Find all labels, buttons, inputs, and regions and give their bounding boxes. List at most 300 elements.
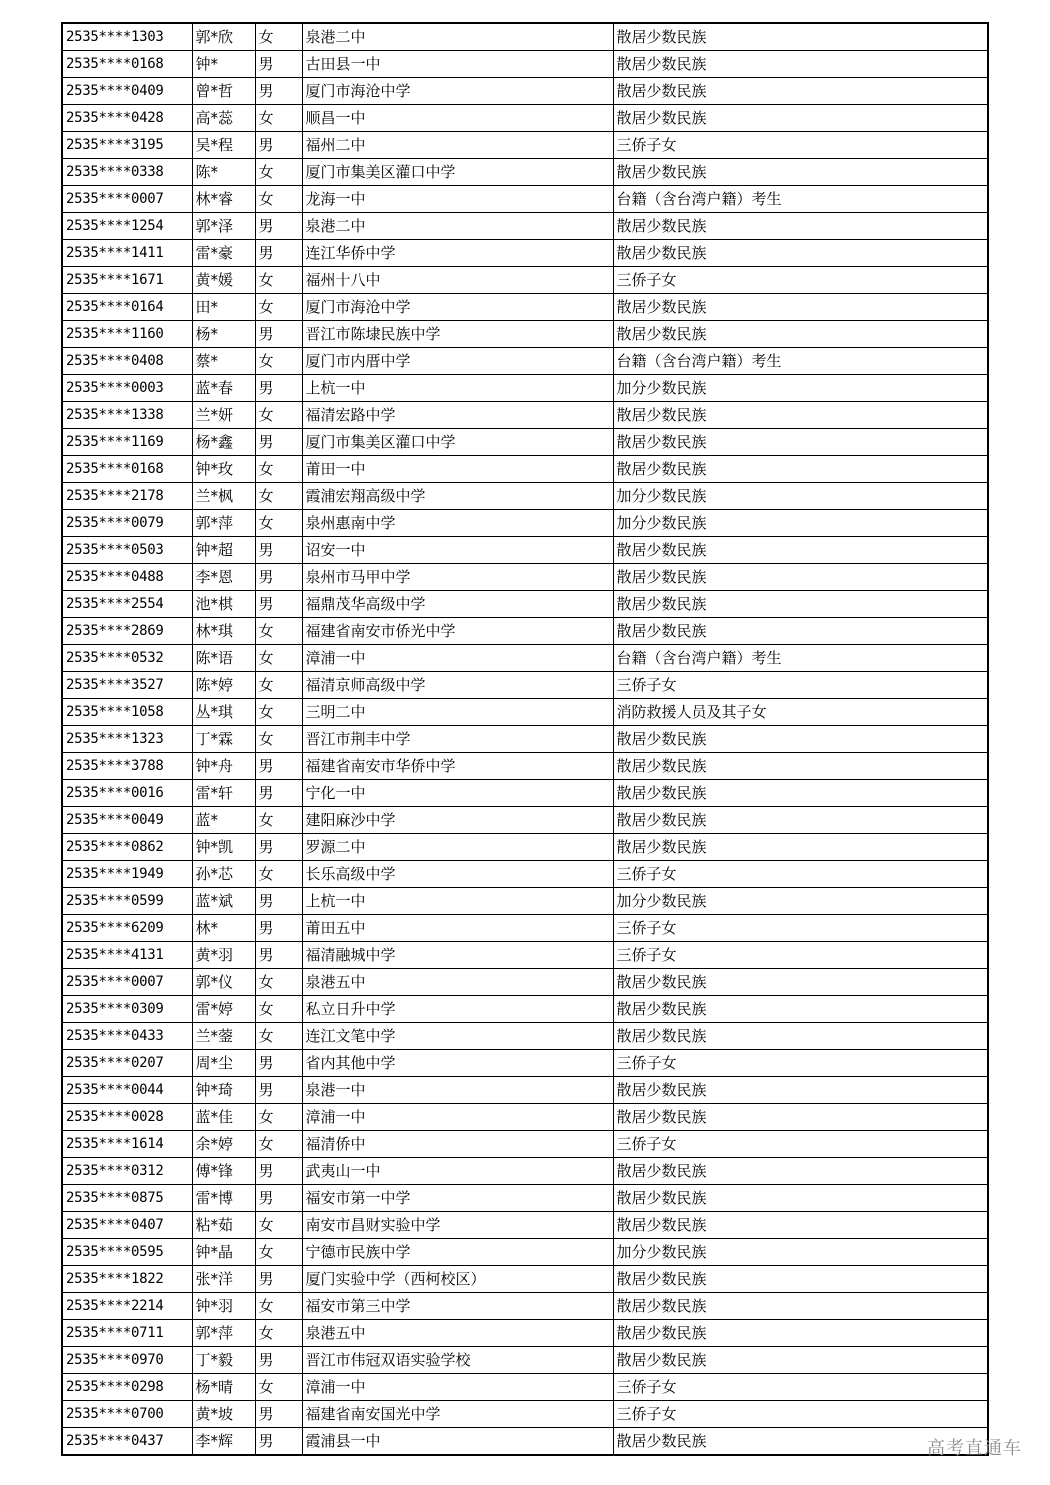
candidate-name-cell: 兰*枫 xyxy=(192,483,255,510)
candidate-name-cell: 高*蕊 xyxy=(192,105,255,132)
candidate-gender-cell: 男 xyxy=(255,888,302,915)
candidate-category-cell: 散居少数民族 xyxy=(613,159,988,186)
table-row xyxy=(62,1104,988,1131)
candidate-school-cell: 福州二中 xyxy=(302,132,613,159)
candidate-category-cell: 散居少数民族 xyxy=(613,780,988,807)
candidate-id-cell: 2535****0595 xyxy=(62,1239,192,1266)
candidate-id-cell: 2535****0003 xyxy=(62,375,192,402)
table-row xyxy=(62,699,988,726)
table-row xyxy=(62,807,988,834)
candidate-school-cell: 宁德市民族中学 xyxy=(302,1239,613,1266)
candidate-name-cell: 杨*晴 xyxy=(192,1374,255,1401)
table-row xyxy=(62,861,988,888)
candidate-id-cell: 2535****0970 xyxy=(62,1347,192,1374)
candidate-id-cell: 2535****1671 xyxy=(62,267,192,294)
candidate-category-cell: 散居少数民族 xyxy=(613,807,988,834)
table-row xyxy=(62,51,988,78)
candidate-school-cell: 顺昌一中 xyxy=(302,105,613,132)
candidate-category-cell: 三侨子女 xyxy=(613,915,988,942)
candidate-category-cell: 三侨子女 xyxy=(613,861,988,888)
candidate-id-cell: 2535****0168 xyxy=(62,51,192,78)
table-row xyxy=(62,591,988,618)
candidate-school-cell: 福建省南安市华侨中学 xyxy=(302,753,613,780)
candidate-id-cell: 2535****0599 xyxy=(62,888,192,915)
candidate-id-cell: 2535****6209 xyxy=(62,915,192,942)
candidate-name-cell: 林*睿 xyxy=(192,186,255,213)
candidate-gender-cell: 男 xyxy=(255,1428,302,1456)
candidate-school-cell: 厦门市内厝中学 xyxy=(302,348,613,375)
candidate-id-cell: 2535****0437 xyxy=(62,1428,192,1456)
candidate-gender-cell: 女 xyxy=(255,1104,302,1131)
candidate-category-cell: 散居少数民族 xyxy=(613,1212,988,1239)
candidate-name-cell: 蓝*春 xyxy=(192,375,255,402)
candidate-name-cell: 陈* xyxy=(192,159,255,186)
candidate-name-cell: 杨* xyxy=(192,321,255,348)
table-row xyxy=(62,1158,988,1185)
candidate-category-cell: 散居少数民族 xyxy=(613,321,988,348)
candidate-name-cell: 蓝*佳 xyxy=(192,1104,255,1131)
candidate-name-cell: 钟*超 xyxy=(192,537,255,564)
candidate-school-cell: 诏安一中 xyxy=(302,537,613,564)
candidate-school-cell: 古田县一中 xyxy=(302,51,613,78)
watermark-text: 高考直通车 xyxy=(927,1438,1022,1459)
table-row xyxy=(62,726,988,753)
candidate-school-cell: 长乐高级中学 xyxy=(302,861,613,888)
candidate-gender-cell: 女 xyxy=(255,645,302,672)
candidate-gender-cell: 男 xyxy=(255,1347,302,1374)
candidate-school-cell: 福清融城中学 xyxy=(302,942,613,969)
candidate-category-cell: 三侨子女 xyxy=(613,267,988,294)
candidate-id-cell: 2535****1411 xyxy=(62,240,192,267)
candidate-category-cell: 散居少数民族 xyxy=(613,1104,988,1131)
candidate-name-cell: 蓝*斌 xyxy=(192,888,255,915)
candidate-category-cell: 散居少数民族 xyxy=(613,51,988,78)
candidate-school-cell: 私立日升中学 xyxy=(302,996,613,1023)
candidate-school-cell: 厦门市集美区灌口中学 xyxy=(302,159,613,186)
candidate-category-cell: 散居少数民族 xyxy=(613,1320,988,1347)
candidate-gender-cell: 男 xyxy=(255,1266,302,1293)
candidate-id-cell: 2535****0164 xyxy=(62,294,192,321)
candidate-name-cell: 丁*毅 xyxy=(192,1347,255,1374)
candidate-gender-cell: 女 xyxy=(255,294,302,321)
candidate-category-cell: 三侨子女 xyxy=(613,1401,988,1428)
candidate-gender-cell: 男 xyxy=(255,213,302,240)
candidate-id-cell: 2535****2214 xyxy=(62,1293,192,1320)
candidate-school-cell: 泉港五中 xyxy=(302,969,613,996)
table-row xyxy=(62,1320,988,1347)
candidate-gender-cell: 女 xyxy=(255,1320,302,1347)
candidate-school-cell: 上杭一中 xyxy=(302,888,613,915)
candidate-gender-cell: 女 xyxy=(255,23,302,51)
candidate-gender-cell: 男 xyxy=(255,780,302,807)
table-row xyxy=(62,429,988,456)
candidate-category-cell: 散居少数民族 xyxy=(613,78,988,105)
candidate-id-cell: 2535****1614 xyxy=(62,1131,192,1158)
candidate-category-cell: 消防救援人员及其子女 xyxy=(613,699,988,726)
candidate-id-cell: 2535****1169 xyxy=(62,429,192,456)
candidate-name-cell: 郭*萍 xyxy=(192,1320,255,1347)
candidate-name-cell: 吴*程 xyxy=(192,132,255,159)
table-row xyxy=(62,294,988,321)
candidate-name-cell: 陈*婷 xyxy=(192,672,255,699)
candidate-school-cell: 南安市昌财实验中学 xyxy=(302,1212,613,1239)
table-row xyxy=(62,1293,988,1320)
table-row xyxy=(62,348,988,375)
candidate-name-cell: 余*婷 xyxy=(192,1131,255,1158)
candidate-id-cell: 2535****0079 xyxy=(62,510,192,537)
candidate-id-cell: 2535****0207 xyxy=(62,1050,192,1077)
candidate-school-cell: 连江华侨中学 xyxy=(302,240,613,267)
candidate-school-cell: 福建省南安市侨光中学 xyxy=(302,618,613,645)
table-row xyxy=(62,942,988,969)
candidate-id-cell: 2535****1949 xyxy=(62,861,192,888)
candidate-name-cell: 杨*鑫 xyxy=(192,429,255,456)
candidate-school-cell: 漳浦一中 xyxy=(302,645,613,672)
candidate-category-cell: 散居少数民族 xyxy=(613,456,988,483)
candidate-name-cell: 雷*婷 xyxy=(192,996,255,1023)
candidate-id-cell: 2535****1338 xyxy=(62,402,192,429)
candidate-school-cell: 罗源二中 xyxy=(302,834,613,861)
candidate-name-cell: 雷*豪 xyxy=(192,240,255,267)
table-row xyxy=(62,1239,988,1266)
candidate-school-cell: 泉港二中 xyxy=(302,213,613,240)
table-row xyxy=(62,564,988,591)
candidate-category-cell: 台籍（含台湾户籍）考生 xyxy=(613,186,988,213)
candidate-school-cell: 福安市第三中学 xyxy=(302,1293,613,1320)
table-row xyxy=(62,1266,988,1293)
candidate-gender-cell: 女 xyxy=(255,1374,302,1401)
candidate-category-cell: 散居少数民族 xyxy=(613,1158,988,1185)
candidate-name-cell: 兰*妍 xyxy=(192,402,255,429)
candidate-gender-cell: 女 xyxy=(255,105,302,132)
candidate-gender-cell: 男 xyxy=(255,1185,302,1212)
table-row xyxy=(62,456,988,483)
candidate-name-cell: 陈*语 xyxy=(192,645,255,672)
candidate-table-body xyxy=(62,23,988,1455)
candidate-gender-cell: 男 xyxy=(255,591,302,618)
candidate-id-cell: 2535****0428 xyxy=(62,105,192,132)
candidate-name-cell: 曾*哲 xyxy=(192,78,255,105)
table-row xyxy=(62,78,988,105)
candidate-id-cell: 2535****0700 xyxy=(62,1401,192,1428)
table-row xyxy=(62,618,988,645)
candidate-gender-cell: 男 xyxy=(255,942,302,969)
candidate-category-cell: 散居少数民族 xyxy=(613,240,988,267)
candidate-category-cell: 三侨子女 xyxy=(613,942,988,969)
candidate-id-cell: 2535****1303 xyxy=(62,23,192,51)
candidate-school-cell: 福鼎茂华高级中学 xyxy=(302,591,613,618)
candidate-name-cell: 钟*凯 xyxy=(192,834,255,861)
candidate-school-cell: 厦门市海沧中学 xyxy=(302,294,613,321)
candidate-gender-cell: 男 xyxy=(255,834,302,861)
table-row xyxy=(62,1428,988,1456)
candidate-id-cell: 2535****4131 xyxy=(62,942,192,969)
candidate-gender-cell: 女 xyxy=(255,267,302,294)
candidate-id-cell: 2535****1058 xyxy=(62,699,192,726)
candidate-name-cell: 钟* xyxy=(192,51,255,78)
table-row xyxy=(62,996,988,1023)
table-row xyxy=(62,834,988,861)
candidate-category-cell: 散居少数民族 xyxy=(613,1428,988,1456)
table-row xyxy=(62,969,988,996)
candidate-school-cell: 莆田五中 xyxy=(302,915,613,942)
table-row xyxy=(62,186,988,213)
table-row xyxy=(62,1185,988,1212)
candidate-school-cell: 泉州惠南中学 xyxy=(302,510,613,537)
candidate-gender-cell: 男 xyxy=(255,78,302,105)
candidate-name-cell: 池*棋 xyxy=(192,591,255,618)
candidate-name-cell: 郭*仪 xyxy=(192,969,255,996)
candidate-gender-cell: 女 xyxy=(255,456,302,483)
candidate-category-cell: 散居少数民族 xyxy=(613,969,988,996)
candidate-school-cell: 泉港一中 xyxy=(302,1077,613,1104)
candidate-name-cell: 钟*晶 xyxy=(192,1239,255,1266)
table-row xyxy=(62,1023,988,1050)
table-row xyxy=(62,1374,988,1401)
candidate-gender-cell: 男 xyxy=(255,1158,302,1185)
candidate-school-cell: 福州十八中 xyxy=(302,267,613,294)
candidate-name-cell: 雷*博 xyxy=(192,1185,255,1212)
candidate-gender-cell: 男 xyxy=(255,429,302,456)
candidate-table xyxy=(61,22,989,1456)
candidate-gender-cell: 女 xyxy=(255,672,302,699)
candidate-name-cell: 张*洋 xyxy=(192,1266,255,1293)
candidate-id-cell: 2535****0711 xyxy=(62,1320,192,1347)
candidate-category-cell: 散居少数民族 xyxy=(613,1077,988,1104)
candidate-id-cell: 2535****1822 xyxy=(62,1266,192,1293)
candidate-name-cell: 郭*萍 xyxy=(192,510,255,537)
candidate-school-cell: 上杭一中 xyxy=(302,375,613,402)
table-row xyxy=(62,1131,988,1158)
candidate-name-cell: 孙*芯 xyxy=(192,861,255,888)
candidate-gender-cell: 男 xyxy=(255,564,302,591)
candidate-name-cell: 钟*玫 xyxy=(192,456,255,483)
candidate-gender-cell: 女 xyxy=(255,726,302,753)
candidate-school-cell: 厦门市集美区灌口中学 xyxy=(302,429,613,456)
candidate-id-cell: 2535****0007 xyxy=(62,186,192,213)
candidate-category-cell: 散居少数民族 xyxy=(613,23,988,51)
candidate-gender-cell: 女 xyxy=(255,510,302,537)
candidate-school-cell: 宁化一中 xyxy=(302,780,613,807)
candidate-gender-cell: 男 xyxy=(255,1050,302,1077)
candidate-name-cell: 兰*蓥 xyxy=(192,1023,255,1050)
candidate-category-cell: 加分少数民族 xyxy=(613,888,988,915)
candidate-gender-cell: 女 xyxy=(255,1239,302,1266)
candidate-school-cell: 泉港二中 xyxy=(302,23,613,51)
table-row xyxy=(62,645,988,672)
candidate-gender-cell: 女 xyxy=(255,618,302,645)
candidate-id-cell: 2535****0016 xyxy=(62,780,192,807)
candidate-school-cell: 霞浦宏翔高级中学 xyxy=(302,483,613,510)
candidate-category-cell: 三侨子女 xyxy=(613,1131,988,1158)
candidate-category-cell: 散居少数民族 xyxy=(613,1293,988,1320)
candidate-gender-cell: 女 xyxy=(255,1212,302,1239)
table-row xyxy=(62,105,988,132)
candidate-school-cell: 莆田一中 xyxy=(302,456,613,483)
candidate-gender-cell: 女 xyxy=(255,1131,302,1158)
candidate-category-cell: 加分少数民族 xyxy=(613,375,988,402)
candidate-school-cell: 福清宏路中学 xyxy=(302,402,613,429)
table-row xyxy=(62,537,988,564)
candidate-category-cell: 散居少数民族 xyxy=(613,834,988,861)
candidate-gender-cell: 男 xyxy=(255,537,302,564)
table-row xyxy=(62,753,988,780)
table-row xyxy=(62,240,988,267)
candidate-category-cell: 散居少数民族 xyxy=(613,996,988,1023)
candidate-category-cell: 台籍（含台湾户籍）考生 xyxy=(613,645,988,672)
candidate-school-cell: 晋江市伟冠双语实验学校 xyxy=(302,1347,613,1374)
candidate-category-cell: 散居少数民族 xyxy=(613,618,988,645)
candidate-id-cell: 2535****0433 xyxy=(62,1023,192,1050)
candidate-name-cell: 郭*欣 xyxy=(192,23,255,51)
candidate-gender-cell: 男 xyxy=(255,51,302,78)
candidate-category-cell: 台籍（含台湾户籍）考生 xyxy=(613,348,988,375)
candidate-category-cell: 三侨子女 xyxy=(613,1374,988,1401)
table-row xyxy=(62,402,988,429)
table-row xyxy=(62,321,988,348)
candidate-gender-cell: 女 xyxy=(255,861,302,888)
candidate-name-cell: 钟*羽 xyxy=(192,1293,255,1320)
candidate-school-cell: 福建省南安国光中学 xyxy=(302,1401,613,1428)
table-row xyxy=(62,1401,988,1428)
candidate-category-cell: 散居少数民族 xyxy=(613,753,988,780)
candidate-name-cell: 丁*霖 xyxy=(192,726,255,753)
candidate-category-cell: 散居少数民族 xyxy=(613,1266,988,1293)
candidate-category-cell: 散居少数民族 xyxy=(613,537,988,564)
candidate-category-cell: 散居少数民族 xyxy=(613,1347,988,1374)
candidate-category-cell: 三侨子女 xyxy=(613,1050,988,1077)
candidate-category-cell: 三侨子女 xyxy=(613,132,988,159)
candidate-gender-cell: 女 xyxy=(255,807,302,834)
table-row xyxy=(62,915,988,942)
candidate-school-cell: 福清京师高级中学 xyxy=(302,672,613,699)
table-row xyxy=(62,1050,988,1077)
candidate-name-cell: 田* xyxy=(192,294,255,321)
candidate-category-cell: 三侨子女 xyxy=(613,672,988,699)
candidate-category-cell: 散居少数民族 xyxy=(613,105,988,132)
candidate-category-cell: 散居少数民族 xyxy=(613,564,988,591)
candidate-category-cell: 散居少数民族 xyxy=(613,294,988,321)
table-row xyxy=(62,780,988,807)
table-row xyxy=(62,375,988,402)
candidate-id-cell: 2535****0408 xyxy=(62,348,192,375)
candidate-name-cell: 粘*茹 xyxy=(192,1212,255,1239)
candidate-id-cell: 2535****0875 xyxy=(62,1185,192,1212)
table-row xyxy=(62,159,988,186)
table-row xyxy=(62,510,988,537)
candidate-gender-cell: 女 xyxy=(255,699,302,726)
candidate-gender-cell: 男 xyxy=(255,240,302,267)
candidate-category-cell: 加分少数民族 xyxy=(613,1239,988,1266)
candidate-school-cell: 泉港五中 xyxy=(302,1320,613,1347)
candidate-name-cell: 周*尘 xyxy=(192,1050,255,1077)
candidate-category-cell: 散居少数民族 xyxy=(613,591,988,618)
candidate-id-cell: 2535****2869 xyxy=(62,618,192,645)
candidate-school-cell: 泉州市马甲中学 xyxy=(302,564,613,591)
candidate-category-cell: 散居少数民族 xyxy=(613,213,988,240)
candidate-name-cell: 李*恩 xyxy=(192,564,255,591)
candidate-school-cell: 三明二中 xyxy=(302,699,613,726)
candidate-school-cell: 漳浦一中 xyxy=(302,1374,613,1401)
candidate-name-cell: 傅*锋 xyxy=(192,1158,255,1185)
candidate-school-cell: 厦门实验中学（西柯校区） xyxy=(302,1266,613,1293)
candidate-name-cell: 黄*坡 xyxy=(192,1401,255,1428)
candidate-id-cell: 2535****0409 xyxy=(62,78,192,105)
candidate-name-cell: 蔡* xyxy=(192,348,255,375)
candidate-gender-cell: 男 xyxy=(255,375,302,402)
candidate-school-cell: 连江文笔中学 xyxy=(302,1023,613,1050)
candidate-id-cell: 2535****2178 xyxy=(62,483,192,510)
table-row xyxy=(62,1077,988,1104)
candidate-school-cell: 晋江市陈埭民族中学 xyxy=(302,321,613,348)
candidate-gender-cell: 男 xyxy=(255,753,302,780)
candidate-name-cell: 雷*轩 xyxy=(192,780,255,807)
candidate-name-cell: 李*辉 xyxy=(192,1428,255,1456)
candidate-name-cell: 郭*泽 xyxy=(192,213,255,240)
candidate-school-cell: 福清侨中 xyxy=(302,1131,613,1158)
table-row xyxy=(62,1212,988,1239)
candidate-school-cell: 漳浦一中 xyxy=(302,1104,613,1131)
candidate-name-cell: 钟*舟 xyxy=(192,753,255,780)
candidate-id-cell: 2535****0168 xyxy=(62,456,192,483)
candidate-school-cell: 晋江市荆丰中学 xyxy=(302,726,613,753)
table-row xyxy=(62,672,988,699)
candidate-school-cell: 武夷山一中 xyxy=(302,1158,613,1185)
candidate-gender-cell: 男 xyxy=(255,1077,302,1104)
candidate-id-cell: 2535****0049 xyxy=(62,807,192,834)
candidate-id-cell: 2535****0407 xyxy=(62,1212,192,1239)
candidate-id-cell: 2535****0028 xyxy=(62,1104,192,1131)
candidate-id-cell: 2535****0338 xyxy=(62,159,192,186)
candidate-gender-cell: 男 xyxy=(255,132,302,159)
candidate-id-cell: 2535****0312 xyxy=(62,1158,192,1185)
candidate-gender-cell: 女 xyxy=(255,402,302,429)
candidate-id-cell: 2535****2554 xyxy=(62,591,192,618)
candidate-id-cell: 2535****0007 xyxy=(62,969,192,996)
table-row xyxy=(62,1347,988,1374)
candidate-id-cell: 2535****1323 xyxy=(62,726,192,753)
candidate-id-cell: 2535****0503 xyxy=(62,537,192,564)
candidate-id-cell: 2535****3788 xyxy=(62,753,192,780)
candidate-gender-cell: 女 xyxy=(255,348,302,375)
candidate-gender-cell: 女 xyxy=(255,969,302,996)
candidate-school-cell: 福安市第一中学 xyxy=(302,1185,613,1212)
candidate-id-cell: 2535****0488 xyxy=(62,564,192,591)
candidate-school-cell: 建阳麻沙中学 xyxy=(302,807,613,834)
candidate-id-cell: 2535****0862 xyxy=(62,834,192,861)
candidate-id-cell: 2535****1160 xyxy=(62,321,192,348)
candidate-name-cell: 丛*琪 xyxy=(192,699,255,726)
candidate-name-cell: 蓝* xyxy=(192,807,255,834)
candidate-name-cell: 黄*羽 xyxy=(192,942,255,969)
candidate-school-cell: 厦门市海沧中学 xyxy=(302,78,613,105)
candidate-id-cell: 2535****1254 xyxy=(62,213,192,240)
candidate-category-cell: 散居少数民族 xyxy=(613,1185,988,1212)
table-row xyxy=(62,267,988,294)
candidate-gender-cell: 女 xyxy=(255,1293,302,1320)
candidate-gender-cell: 女 xyxy=(255,996,302,1023)
candidate-school-cell: 省内其他中学 xyxy=(302,1050,613,1077)
candidate-name-cell: 黄*媛 xyxy=(192,267,255,294)
table-row xyxy=(62,132,988,159)
candidate-school-cell: 龙海一中 xyxy=(302,186,613,213)
candidate-id-cell: 2535****3195 xyxy=(62,132,192,159)
table-row xyxy=(62,213,988,240)
candidate-name-cell: 林*琪 xyxy=(192,618,255,645)
candidate-category-cell: 加分少数民族 xyxy=(613,510,988,537)
candidate-name-cell: 林* xyxy=(192,915,255,942)
table-row xyxy=(62,888,988,915)
